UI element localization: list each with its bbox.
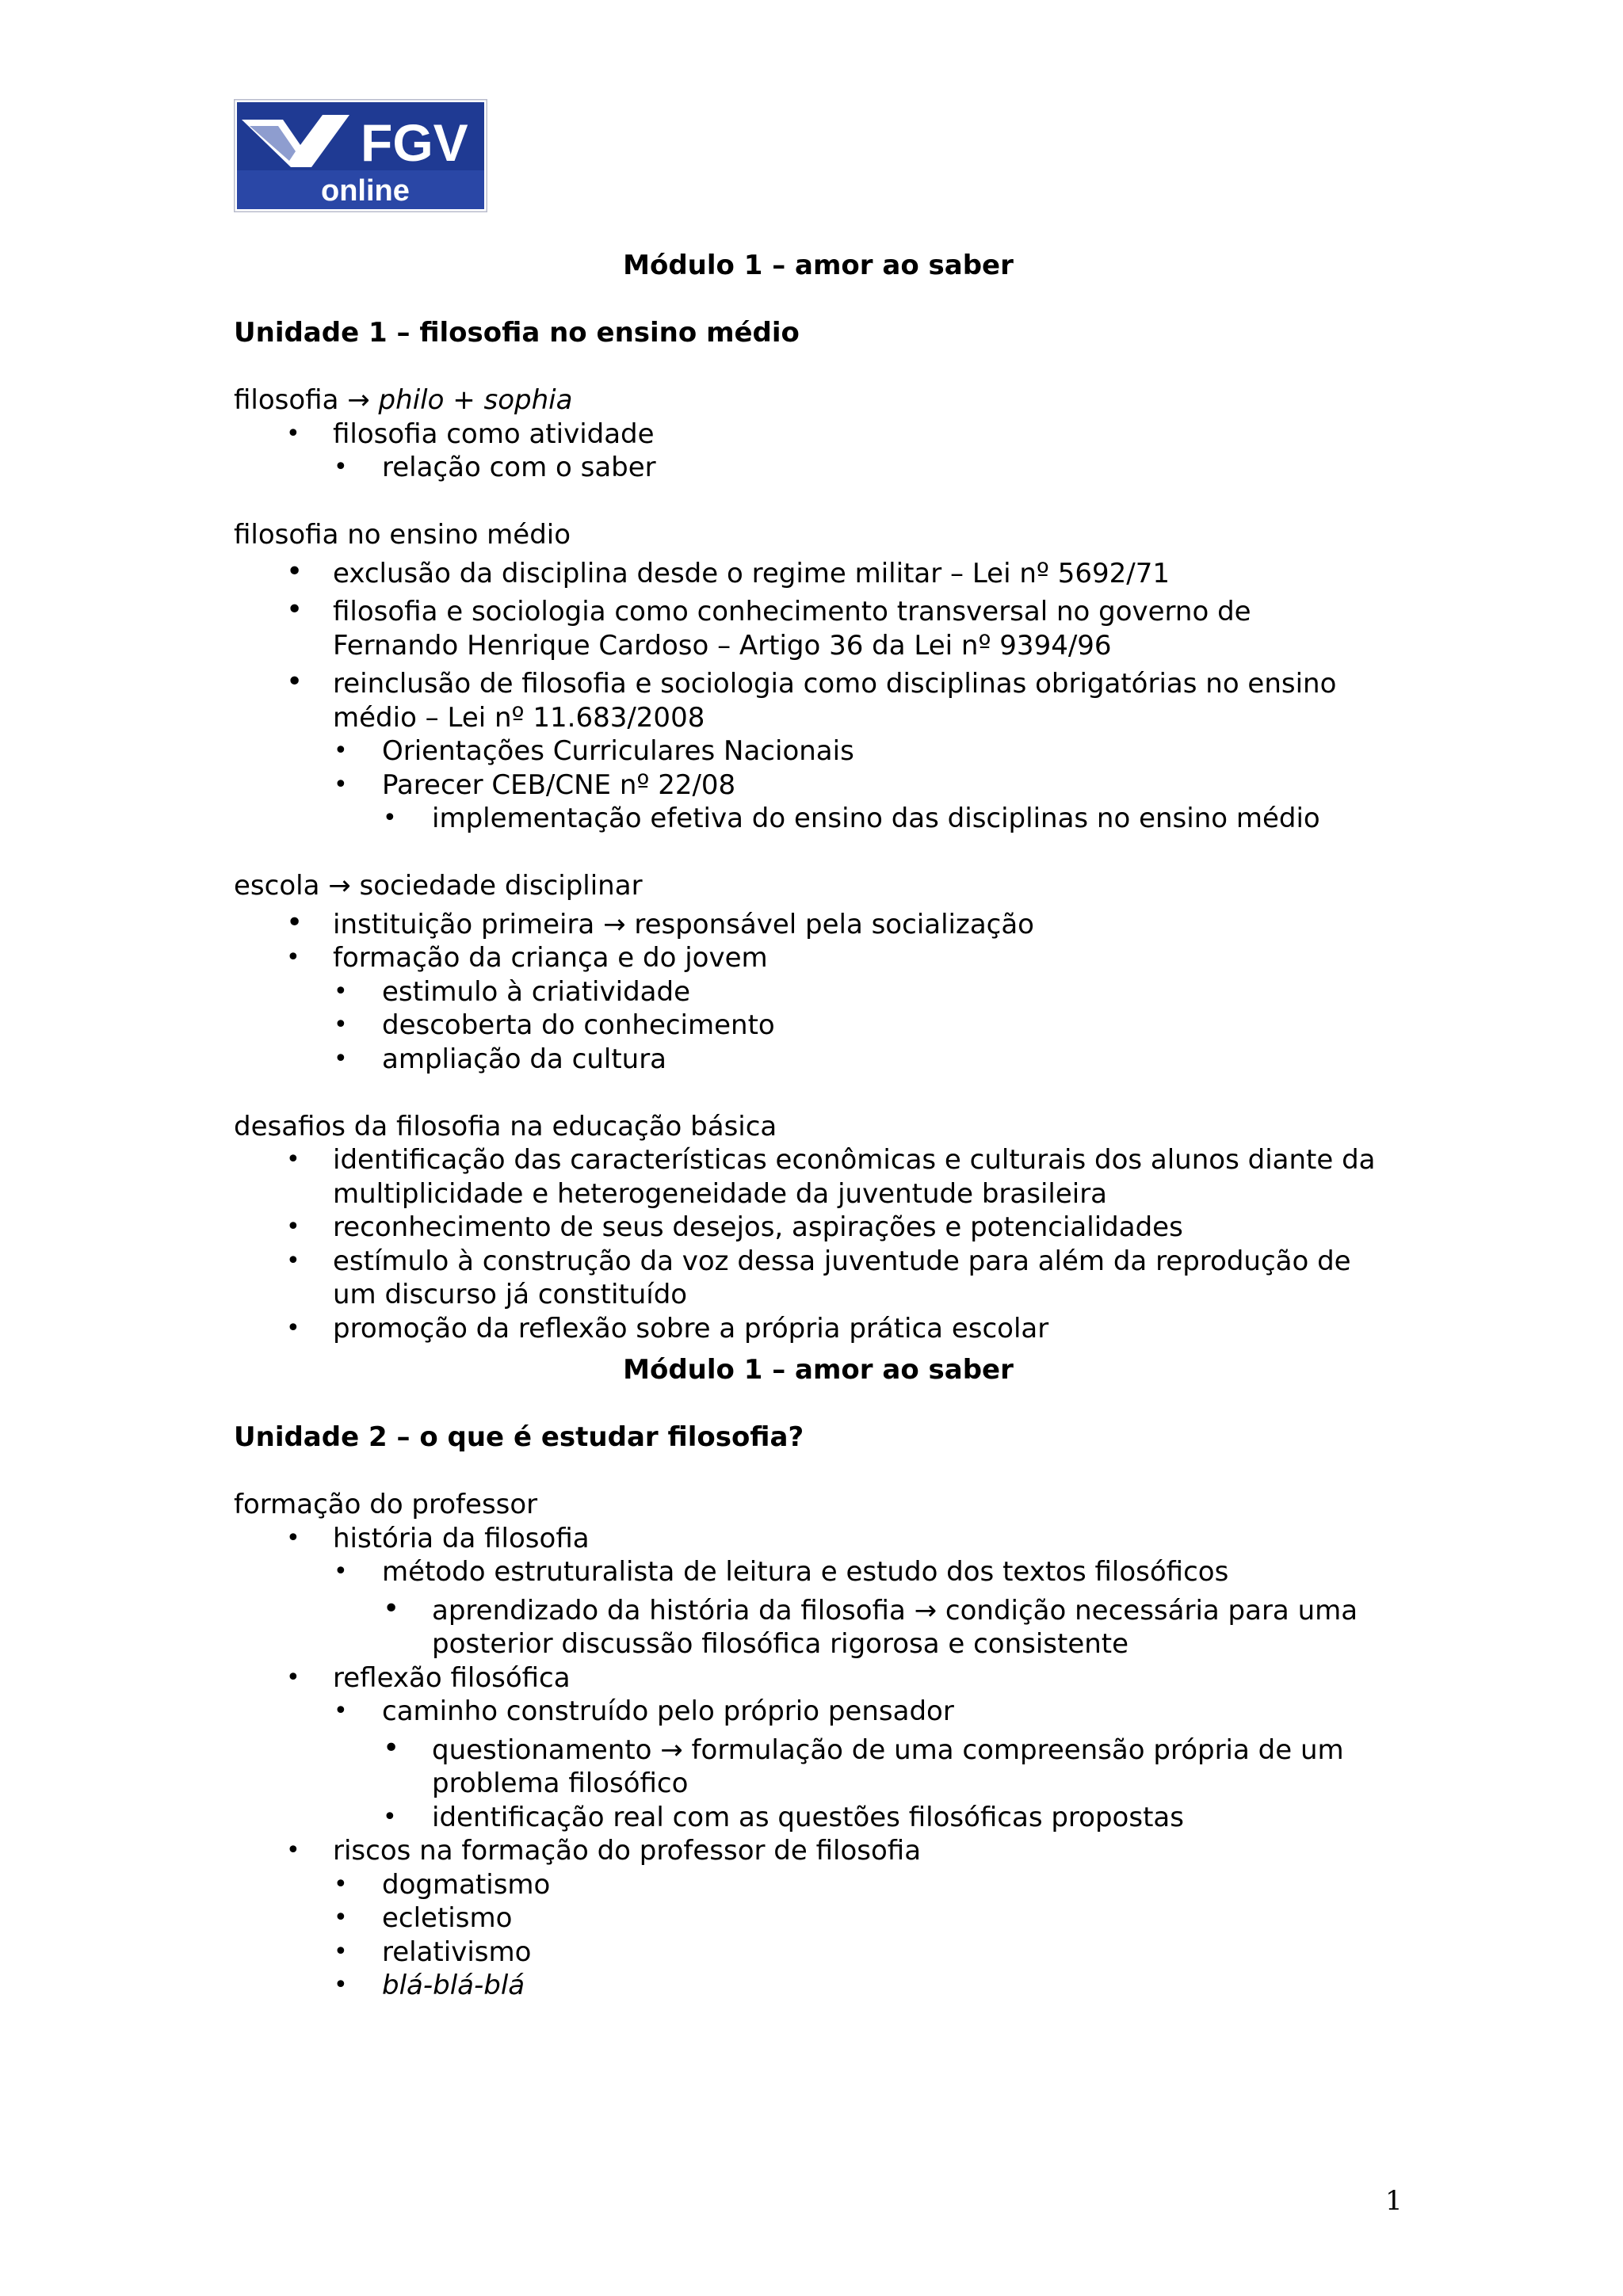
list-item-text <box>382 1901 1407 1936</box>
bullet-icon: • <box>286 944 300 971</box>
group-heading: desafios da filosofia na educação básica <box>234 1110 777 1142</box>
module-title: Módulo 1 – amor ao saber <box>623 250 1014 281</box>
bullet-icon: • <box>383 1802 397 1831</box>
list-item-line: implementação efetiva do ensino das disciplinas no ensino médio <box>432 803 1320 834</box>
list-item-text <box>432 1733 1407 1801</box>
bullet-icon: • <box>334 737 348 765</box>
list-item-text <box>382 1555 1407 1589</box>
spacer <box>234 1455 1407 1489</box>
heading-definition: sociedade disciplinar <box>350 870 643 902</box>
list-item-text <box>382 1868 1407 1902</box>
list-item-line: estimulo à criatividade <box>382 975 690 1008</box>
list-item-line: instituição primeira → responsável pela socialização <box>333 908 1034 940</box>
bullet-icon: • <box>334 770 348 799</box>
list-item-text <box>432 1801 1407 1835</box>
group-heading: formação do professor <box>234 1489 538 1520</box>
bullet-icon: • <box>286 1146 300 1173</box>
bullet-icon: • <box>286 1836 300 1864</box>
list-item <box>234 802 1407 836</box>
list-item-line: dogmatismo <box>382 1868 551 1901</box>
bullet-icon: • <box>334 1870 348 1898</box>
list-item-line: aprendizado da história da filosofia → condição necessária para uma <box>432 1594 1358 1627</box>
list-item-text <box>333 1143 1407 1211</box>
list-item-line: método estruturalista de leitura e estudo dos textos filosóficos <box>382 1556 1229 1588</box>
bullet-icon: • <box>334 1937 348 1966</box>
svg-text:FGV: FGV <box>361 113 468 172</box>
list-item <box>234 1969 1407 2003</box>
list-item <box>234 975 1407 1009</box>
list-item-line: ampliação da cultura <box>382 1043 667 1075</box>
list-item-text <box>382 1936 1407 1970</box>
heading-term: filosofia <box>234 384 348 416</box>
bullet-icon: • <box>334 1697 348 1725</box>
list-item-text <box>333 1661 1407 1695</box>
list-item-line: formação da criança e do jovem <box>333 942 768 974</box>
list-item-line: descoberta do conhecimento <box>382 1009 775 1041</box>
list-item-line: promoção da reflexão sobre a própria prática escolar <box>333 1312 1049 1344</box>
heading-etymology: philo + sophia <box>369 384 573 416</box>
list-item-line: médio – Lei nº 11.683/2008 <box>333 701 705 734</box>
list-item-line: reflexão filosófica <box>333 1661 571 1694</box>
unit-title: Unidade 2 – o que é estudar filosofia? <box>234 1421 804 1453</box>
list-item-text <box>333 418 1407 452</box>
list-item-text <box>333 595 1407 662</box>
list-item <box>234 1801 1407 1835</box>
list-item-line: reconhecimento de seus desejos, aspirações e potencialidades <box>333 1211 1183 1243</box>
list-item-text <box>382 769 1407 803</box>
bullet-icon: • <box>334 453 348 481</box>
list-item <box>234 1834 1407 1868</box>
list-item-line: questionamento → formulação de uma compreensão própria de um <box>432 1733 1344 1766</box>
list-item-text <box>333 1522 1407 1556</box>
list-item-text <box>333 557 1407 591</box>
module-title: Módulo 1 – amor ao saber <box>623 1354 1014 1386</box>
list-item-line: riscos na formação do professor de filosofia <box>333 1835 922 1867</box>
list-item-text <box>382 451 1407 485</box>
spacer <box>234 836 1407 870</box>
list-item <box>234 1868 1407 1902</box>
list-item-text <box>333 1245 1407 1312</box>
list-item-line: Fernando Henrique Cardoso – Artigo 36 da Lei nº 9394/96 <box>333 629 1112 662</box>
svg-text:online: online <box>321 174 410 208</box>
list-item <box>234 1245 1407 1312</box>
list-item-line: Parecer CEB/CNE nº 22/08 <box>382 769 736 801</box>
list-item <box>234 1211 1407 1245</box>
page-number: 1 <box>1385 2185 1403 2217</box>
bullet-icon: • <box>334 1011 348 1039</box>
list-item <box>234 595 1407 662</box>
bullet-icon: • <box>286 906 304 939</box>
list-item-text <box>382 1969 1407 2003</box>
list-item-text <box>333 1211 1407 1245</box>
bullet-icon: • <box>286 419 300 448</box>
document-body <box>234 249 1407 2003</box>
bullet-icon: • <box>286 555 304 588</box>
list-item <box>234 941 1407 975</box>
bullet-icon: • <box>334 977 348 1005</box>
list-item <box>234 769 1407 803</box>
list-item-line: um discurso já constituído <box>333 1279 688 1310</box>
list-item-text <box>432 802 1407 836</box>
list-item-text <box>382 1043 1407 1077</box>
bullet-icon: • <box>286 1246 300 1275</box>
list-item-line: relativismo <box>382 1936 532 1968</box>
list-item <box>234 667 1407 734</box>
bullet-icon: • <box>286 1663 300 1691</box>
list-item-text <box>382 1009 1407 1043</box>
list-item-line: estímulo à construção da voz dessa juventude para além da reprodução de <box>333 1245 1351 1277</box>
list-item <box>234 1143 1407 1211</box>
list-item-text <box>382 1695 1407 1729</box>
list-item-text <box>382 734 1407 769</box>
list-item-line: posterior discussão filosófica rigorosa e consistente <box>432 1628 1129 1660</box>
list-item-line: blá-blá-blá <box>382 1970 525 2001</box>
bullet-icon: • <box>286 1213 300 1241</box>
arrow-icon: → <box>328 870 351 902</box>
list-item-line: filosofia e sociologia como conhecimento transversal no governo de <box>333 596 1251 627</box>
list-item-text <box>432 1594 1407 1661</box>
list-item-line: relação com o saber <box>382 452 656 483</box>
list-item-text <box>382 975 1407 1009</box>
list-item <box>234 1312 1407 1346</box>
list-item-line: Orientações Curriculares Nacionais <box>382 735 854 767</box>
fgv-online-logo <box>234 99 487 212</box>
list-item <box>234 1009 1407 1043</box>
list-item <box>234 1695 1407 1729</box>
list-item-line: caminho construído pelo próprio pensador <box>382 1695 954 1727</box>
arrow-icon: → <box>347 384 370 416</box>
list-item <box>234 1733 1407 1801</box>
list-item <box>234 908 1407 942</box>
list-item-text <box>333 908 1407 942</box>
spacer <box>234 1345 1407 1353</box>
list-item <box>234 418 1407 452</box>
bullet-icon: • <box>286 666 304 698</box>
bullet-icon: • <box>286 593 304 626</box>
heading-term: escola <box>234 870 329 902</box>
list-item <box>234 451 1407 485</box>
list-item <box>234 1555 1407 1589</box>
list-item-line: problema filosófico <box>432 1768 689 1799</box>
bullet-icon: • <box>334 1904 348 1932</box>
bullet-icon: • <box>286 1524 300 1552</box>
bullet-icon: • <box>334 1971 348 1999</box>
bullet-icon: • <box>383 1592 400 1625</box>
group-heading <box>234 869 1407 903</box>
list-item <box>234 1594 1407 1661</box>
list-item <box>234 734 1407 769</box>
bullet-icon: • <box>334 1044 348 1073</box>
list-item-line: filosofia como atividade <box>333 418 655 450</box>
list-item-text <box>333 1834 1407 1868</box>
group-heading <box>234 383 1407 418</box>
spacer <box>234 1387 1407 1421</box>
list-item-text <box>333 941 1407 975</box>
list-item-line: identificação real com as questões filosóficas propostas <box>432 1801 1184 1833</box>
list-item <box>234 557 1407 591</box>
list-item-line: exclusão da disciplina desde o regime militar – Lei nº 5692/71 <box>333 557 1170 589</box>
group-heading: filosofia no ensino médio <box>234 519 571 551</box>
list-item <box>234 1043 1407 1077</box>
list-item <box>234 1936 1407 1970</box>
list-item-line: multiplicidade e heterogeneidade da juventude brasileira <box>333 1177 1108 1210</box>
bullet-icon: • <box>383 804 397 832</box>
list-item <box>234 1661 1407 1695</box>
spacer <box>234 1076 1407 1110</box>
list-item <box>234 1522 1407 1556</box>
bullet-icon: • <box>286 1314 300 1342</box>
list-item-line: ecletismo <box>382 1902 513 1934</box>
unit-title: Unidade 1 – filosofia no ensino médio <box>234 317 800 349</box>
list-item <box>234 1901 1407 1936</box>
list-item-line: identificação das características econômicas e culturais dos alunos diante da <box>333 1144 1376 1176</box>
list-item-line: história da filosofia <box>333 1522 590 1554</box>
spacer <box>234 283 1407 317</box>
bullet-icon: • <box>383 1731 400 1764</box>
list-item-line: reinclusão de filosofia e sociologia como disciplinas obrigatórias no ensino <box>333 668 1337 700</box>
spacer <box>234 350 1407 384</box>
bullet-icon: • <box>334 1558 348 1585</box>
spacer <box>234 485 1407 519</box>
list-item-text <box>333 1312 1407 1346</box>
list-item-text <box>333 667 1407 734</box>
